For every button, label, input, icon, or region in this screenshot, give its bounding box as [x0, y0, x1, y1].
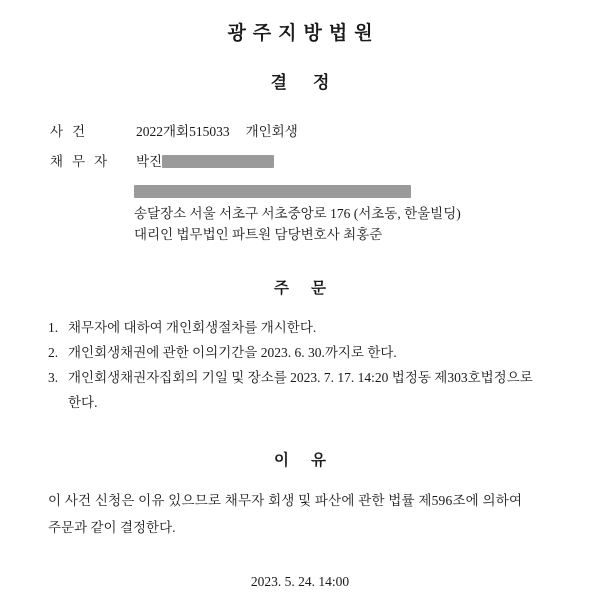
order-item-3-continuation: 한다. — [68, 395, 98, 411]
reason-body — [48, 488, 552, 541]
case-number-label: 사건 — [50, 124, 95, 139]
decision-datetime: 2023. 5. 24. 14:00 — [250, 574, 350, 589]
order-item-text: 개인회생채권자집회의 기일 및 장소를 2023. 7. 17. 14:20 법정동 제303호법정으로 — [68, 370, 533, 386]
order-item-text: 채무자에 대하여 개인회생절차를 개시한다. — [68, 319, 317, 335]
order-item-number: 1. — [48, 319, 59, 335]
redaction-bar-name — [162, 155, 274, 168]
order-item-3 — [48, 366, 552, 389]
agent-line: 대리인 법무법인 파트원 담당변호사 최홍준 — [134, 226, 383, 242]
order-item-number: 2. — [48, 344, 59, 360]
case-number-row — [48, 122, 552, 143]
debtor-label: 채무자 — [50, 153, 117, 169]
order-list — [48, 316, 552, 415]
case-number-value — [136, 122, 552, 143]
reason-line-2: 주문과 같이 결정한다. — [48, 519, 176, 535]
order-item-2 — [48, 341, 552, 364]
document-page — [0, 18, 600, 613]
order-item-text: 개인회생채권에 관한 이의기간을 2023. 6. 30.까지로 한다. — [68, 344, 397, 360]
debtor-value — [136, 152, 552, 173]
reason-heading: 이유 — [274, 452, 348, 470]
order-item-1 — [48, 316, 552, 339]
redaction-bar-address — [134, 185, 411, 198]
service-address-line: 송달장소 서울 서초구 서초중앙로 176 (서초동, 한울빌딩) — [134, 205, 461, 221]
case-number-text: 2022개회515033 — [136, 124, 230, 139]
decision-title: 결정 — [270, 73, 356, 92]
debtor-row — [48, 152, 552, 173]
redacted-address-row — [134, 182, 552, 203]
reason-line-1: 이 사건 신청은 이유 있으므로 채무자 회생 및 파산에 관한 법률 제596조에 의하여 — [48, 493, 523, 509]
court-title: 광주지방법원 — [227, 23, 380, 44]
case-info-block — [48, 122, 552, 246]
case-type-text: 개인회생 — [245, 124, 298, 139]
debtor-name: 박진 — [136, 153, 163, 169]
order-heading: 주문 — [274, 279, 348, 297]
order-item-number: 3. — [48, 370, 59, 386]
